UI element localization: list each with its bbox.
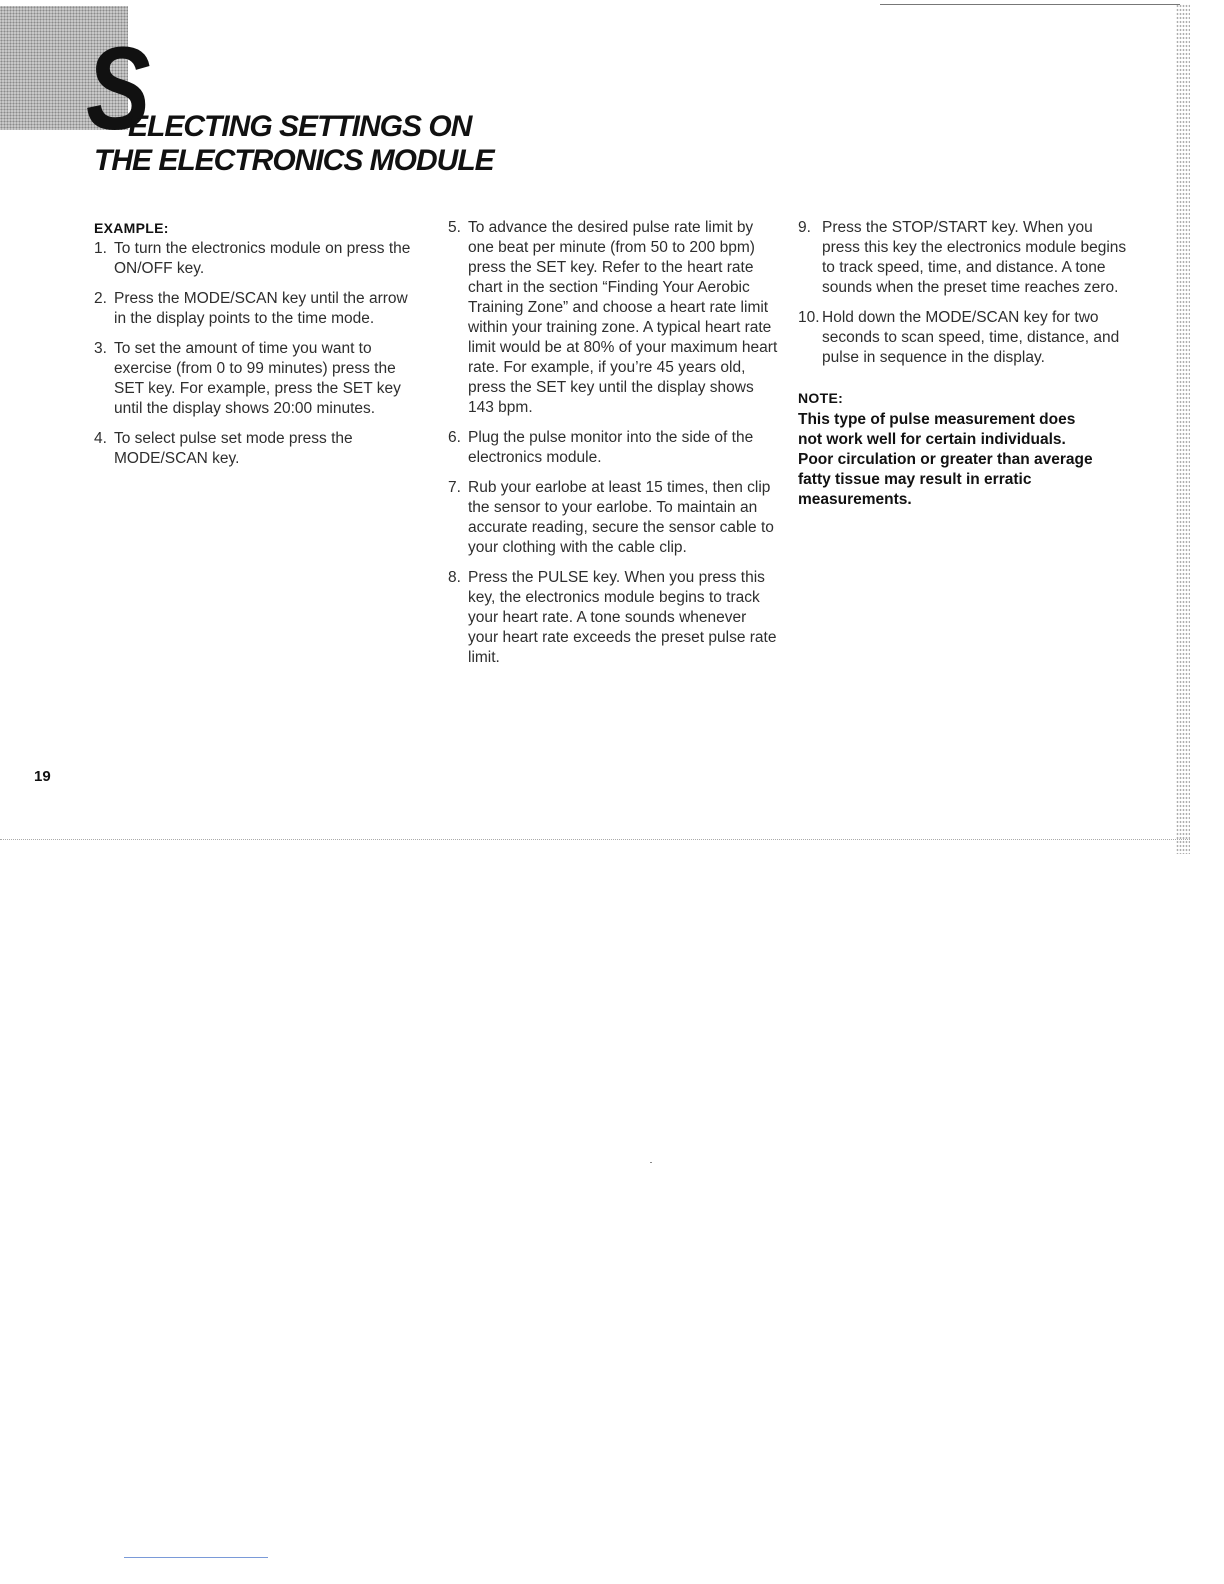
scan-speck <box>650 1162 652 1163</box>
step-number: 1. <box>94 240 107 257</box>
step-number: 9. <box>798 219 811 236</box>
step-text: Rub your earlobe at least 15 times, then clip the sensor to your earlobe. To maintain an accurate reading, secure the sensor cable to your clothing with the cable clip. <box>468 479 774 556</box>
step-number: 3. <box>94 340 107 357</box>
step-number: 8. <box>448 569 461 586</box>
step-item <box>94 429 424 469</box>
step-text: Press the STOP/START key. When you press this key the electronics module begins to track speed, time, and distance. A tone sounds when the preset time reaches zero. <box>822 219 1127 296</box>
step-item <box>448 568 778 668</box>
step-number: 5. <box>448 219 461 236</box>
example-heading: EXAMPLE: <box>94 220 169 236</box>
step-number: 4. <box>94 430 107 447</box>
step-text: Press the MODE/SCAN key until the arrow in the display points to the time mode. <box>114 290 408 327</box>
step-number: 6. <box>448 429 461 446</box>
title-drop-cap: S <box>86 23 149 155</box>
step-text: To turn the electronics module on press the ON/OFF key. <box>114 240 411 277</box>
page-right-edge <box>1176 4 1190 854</box>
step-item <box>94 289 424 329</box>
step-item <box>448 218 778 418</box>
page-number: 19 <box>34 768 51 785</box>
page-title-line-2: THE ELECTRONICS MODULE <box>94 144 494 177</box>
bottom-rule <box>124 1557 268 1558</box>
text-column-3 <box>798 218 1128 510</box>
step-item <box>798 218 1128 298</box>
step-item <box>94 339 424 419</box>
page-bottom-edge <box>0 836 1190 840</box>
step-text: To set the amount of time you want to exercise (from 0 to 99 minutes) press the SET key. For example, press the SET key until the display shows 20:00 minutes. <box>114 340 401 417</box>
step-number: 2. <box>94 290 107 307</box>
step-item <box>448 428 778 468</box>
text-column-2 <box>448 218 778 678</box>
step-item <box>448 478 778 558</box>
note-text: This type of pulse measurement does not work well for certain individuals. Poor circulation or greater than average fatty tissue may result in erratic measurements. <box>798 411 1093 508</box>
note-heading: NOTE: <box>798 390 844 406</box>
step-item <box>798 308 1128 368</box>
step-item <box>94 239 424 279</box>
step-text: Plug the pulse monitor into the side of the electronics module. <box>468 429 754 466</box>
step-text: To advance the desired pulse rate limit by one beat per minute (from 50 to 200 bpm) press the SET key. Refer to the heart rate chart in the section “Finding Your Aerobic Training Zone” and choose a heart rate limit within your training zone. A typical heart rate limit would be at 80% of your maximum heart rate. For example, if you’re 45 years old, press the SET key until the display shows 143 bpm. <box>468 219 778 416</box>
step-number: 7. <box>448 479 461 496</box>
text-column-1 <box>94 218 424 479</box>
top-rule <box>880 4 1180 5</box>
step-text: Hold down the MODE/SCAN key for two seconds to scan speed, time, distance, and pulse in sequence in the display. <box>822 309 1120 366</box>
step-number: 10. <box>798 309 820 326</box>
step-text: To select pulse set mode press the MODE/SCAN key. <box>114 430 353 467</box>
note-block <box>798 388 1128 510</box>
page-title-line-1: ELECTING SETTINGS ON <box>128 110 472 143</box>
step-text: Press the PULSE key. When you press this key, the electronics module begins to track your heart rate. A tone sounds whenever your heart rate exceeds the preset pulse rate limit. <box>468 569 777 666</box>
